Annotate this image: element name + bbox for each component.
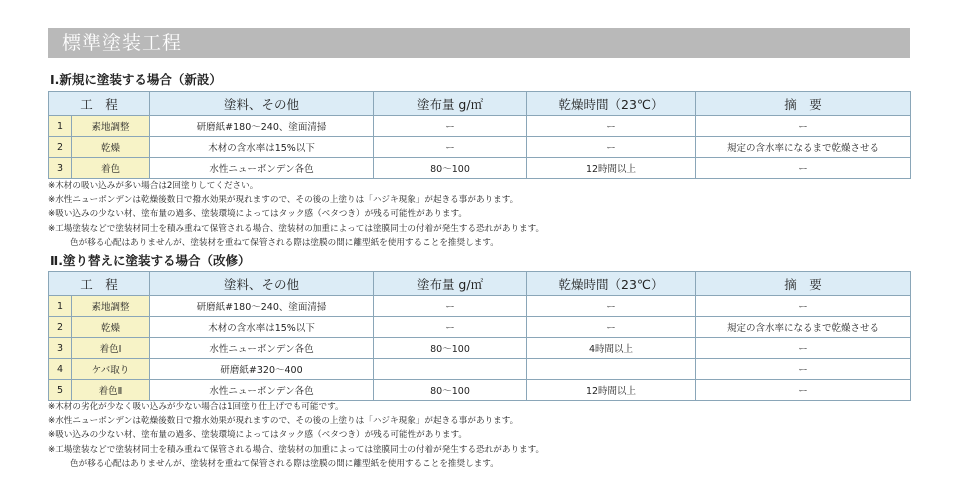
col-header-remarks: 摘 要 bbox=[696, 272, 911, 296]
step-number: 1 bbox=[49, 296, 72, 317]
amount-cell: 80～100 bbox=[374, 380, 527, 401]
amount-cell bbox=[374, 359, 527, 380]
step-name: 乾燥 bbox=[72, 317, 150, 338]
table-header-row bbox=[49, 92, 911, 116]
remarks-cell: ー bbox=[696, 338, 911, 359]
note-line: ※木材の吸い込みが多い場合は2回塗りしてください。 bbox=[48, 181, 259, 191]
material-cell: 木材の含水率は15%以下 bbox=[150, 317, 374, 338]
col-header-dry-time: 乾燥時間（23℃） bbox=[527, 272, 696, 296]
section-1-heading: Ⅰ.新規に塗装する場合（新設） bbox=[50, 72, 222, 87]
note-line: ※吸い込みの少ない材、塗布量の過多、塗装環境によってはタック感（ベタつき）が残る可能性があります。 bbox=[48, 209, 468, 220]
remarks-cell: ー bbox=[696, 359, 911, 380]
table-row bbox=[49, 317, 911, 338]
table-row bbox=[49, 338, 911, 359]
material-cell: 研磨紙#180～240、塗面清掃 bbox=[150, 296, 374, 317]
step-name: 素地調整 bbox=[72, 116, 150, 137]
dry-time-cell bbox=[527, 359, 696, 380]
note-line: ※水性ニューボンデンは乾燥後数日で撥水効果が現れますので、その後の上塗りは「ハジキ現象」が起きる事があります。 bbox=[48, 195, 519, 206]
col-header-remarks: 摘 要 bbox=[696, 92, 911, 116]
table-row bbox=[49, 137, 911, 158]
step-number: 4 bbox=[49, 359, 72, 380]
material-cell: 研磨紙#180～240、塗面清掃 bbox=[150, 116, 374, 137]
remarks-cell: 規定の含水率になるまで乾燥させる bbox=[696, 137, 911, 158]
note-line: 色が移る心配はありませんが、塗装材を重ねて保管される際は塗膜の間に離型紙を使用することを推奨します。 bbox=[70, 237, 499, 248]
step-number: 1 bbox=[49, 116, 72, 137]
section-2-notes bbox=[48, 400, 544, 471]
note-line: ※木材の劣化が少なく吸い込みが少ない場合は1回塗り仕上げでも可能です。 bbox=[48, 402, 344, 412]
table-row bbox=[49, 380, 911, 401]
note-line: ※工場塗装などで塗装材同士を積み重ねて保管される場合、塗装材の加重によっては塗膜同士の付着が発生する恐れがあります。 bbox=[48, 223, 545, 234]
dry-time-cell: 12時間以上 bbox=[527, 158, 696, 179]
amount-cell: ー bbox=[374, 137, 527, 158]
note-line: ※工場塗装などで塗装材同士を積み重ねて保管される場合、塗装材の加重によっては塗膜同士の付着が発生する恐れがあります。 bbox=[48, 444, 545, 455]
remarks-cell: ー bbox=[696, 296, 911, 317]
step-number: 3 bbox=[49, 338, 72, 359]
section-2-heading: Ⅱ.塗り替えに塗装する場合（改修） bbox=[50, 253, 251, 268]
table-header-row bbox=[49, 272, 911, 296]
table-row bbox=[49, 158, 911, 179]
page-title: 標準塗装工程 bbox=[48, 28, 910, 58]
step-name: 着色Ⅱ bbox=[72, 380, 150, 401]
material-cell: 水性ニューボンデン各色 bbox=[150, 380, 374, 401]
dry-time-cell: ー bbox=[527, 296, 696, 317]
material-cell: 水性ニューボンデン各色 bbox=[150, 158, 374, 179]
dry-time-cell: ー bbox=[527, 116, 696, 137]
material-cell: 研磨紙#320～400 bbox=[150, 359, 374, 380]
col-header-dry-time: 乾燥時間（23℃） bbox=[527, 92, 696, 116]
step-name: 着色Ⅰ bbox=[72, 338, 150, 359]
col-header-amount: 塗布量 g/㎡ bbox=[374, 92, 527, 116]
table-row bbox=[49, 296, 911, 317]
col-header-process: 工 程 bbox=[49, 272, 150, 296]
material-cell: 木材の含水率は15%以下 bbox=[150, 137, 374, 158]
note-line: ※水性ニューボンデンは乾燥後数日で撥水効果が現れますので、その後の上塗りは「ハジキ現象」が起きる事があります。 bbox=[48, 416, 519, 427]
remarks-cell: ー bbox=[696, 158, 911, 179]
dry-time-cell: ー bbox=[527, 137, 696, 158]
dry-time-cell: 12時間以上 bbox=[527, 380, 696, 401]
remarks-cell: 規定の含水率になるまで乾燥させる bbox=[696, 317, 911, 338]
section-1-table bbox=[48, 91, 911, 179]
step-number: 2 bbox=[49, 317, 72, 338]
section-1-notes bbox=[48, 179, 544, 250]
step-number: 5 bbox=[49, 380, 72, 401]
dry-time-cell: 4時間以上 bbox=[527, 338, 696, 359]
step-name: 着色 bbox=[72, 158, 150, 179]
dry-time-cell: ー bbox=[527, 317, 696, 338]
section-2-table bbox=[48, 271, 911, 401]
table-row bbox=[49, 359, 911, 380]
amount-cell: ー bbox=[374, 296, 527, 317]
col-header-process: 工 程 bbox=[49, 92, 150, 116]
col-header-material: 塗料、その他 bbox=[150, 92, 374, 116]
note-line: ※吸い込みの少ない材、塗布量の過多、塗装環境によってはタック感（ベタつき）が残る可能性があります。 bbox=[48, 430, 468, 441]
step-name: 乾燥 bbox=[72, 137, 150, 158]
table-row bbox=[49, 116, 911, 137]
amount-cell: ー bbox=[374, 116, 527, 137]
note-line: 色が移る心配はありませんが、塗装材を重ねて保管される際は塗膜の間に離型紙を使用することを推奨します。 bbox=[70, 458, 499, 469]
step-name: ケバ取り bbox=[72, 359, 150, 380]
step-number: 2 bbox=[49, 137, 72, 158]
material-cell: 水性ニューボンデン各色 bbox=[150, 338, 374, 359]
col-header-material: 塗料、その他 bbox=[150, 272, 374, 296]
step-name: 素地調整 bbox=[72, 296, 150, 317]
amount-cell: 80～100 bbox=[374, 158, 527, 179]
remarks-cell: ー bbox=[696, 380, 911, 401]
col-header-amount: 塗布量 g/㎡ bbox=[374, 272, 527, 296]
amount-cell: ー bbox=[374, 317, 527, 338]
remarks-cell: ー bbox=[696, 116, 911, 137]
amount-cell: 80～100 bbox=[374, 338, 527, 359]
step-number: 3 bbox=[49, 158, 72, 179]
